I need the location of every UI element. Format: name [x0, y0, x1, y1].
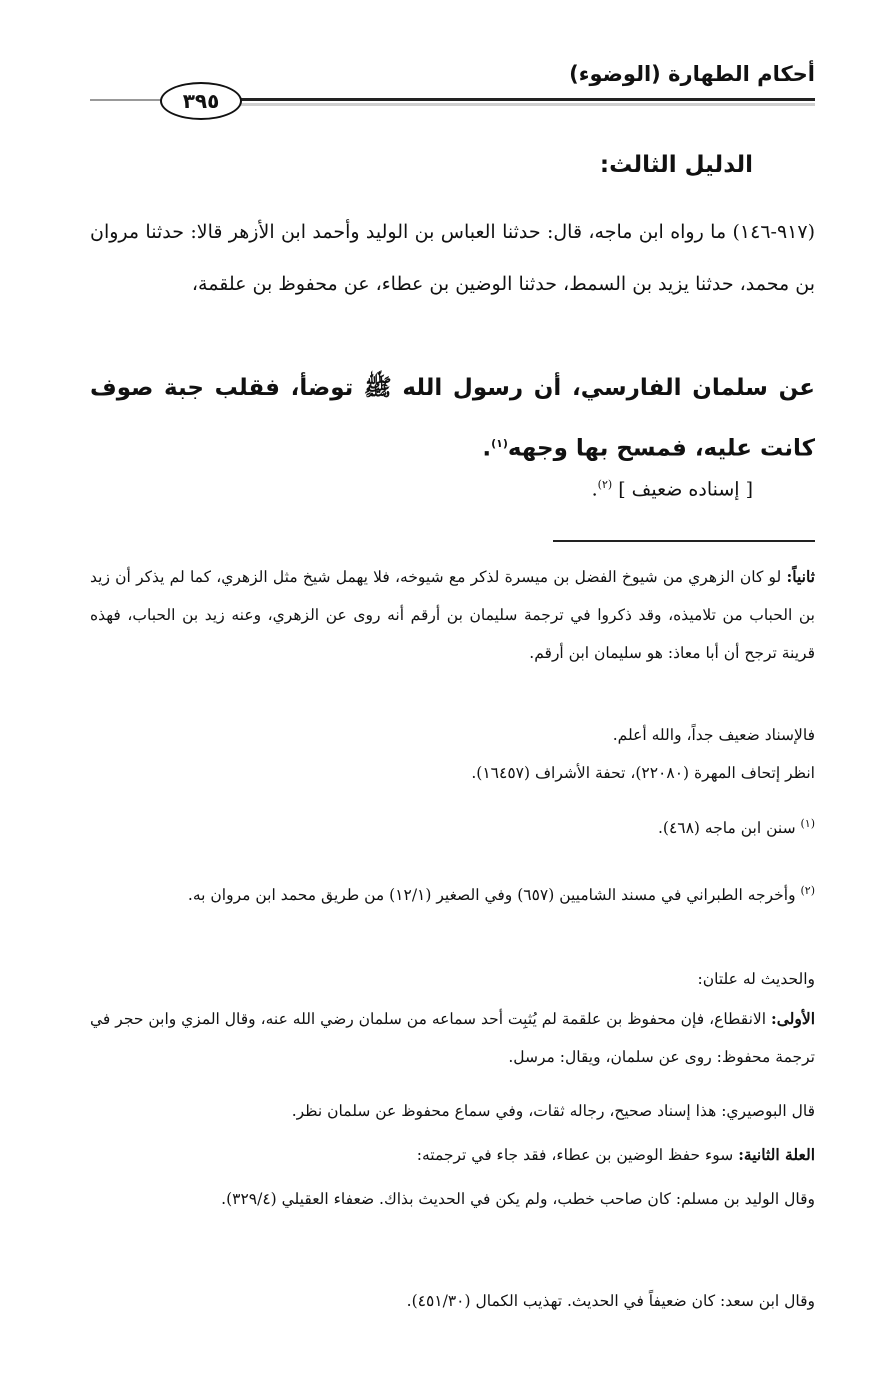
footnote-paragraph-5: [90, 1000, 815, 1076]
page-number: ٣٩٥: [160, 82, 242, 120]
footnote-1: [115, 805, 815, 847]
header-rule-shadow: [230, 103, 815, 106]
footnote-ref-2: (٢): [597, 478, 613, 491]
grade-text: [ إسناده ضعيف ]: [618, 478, 753, 501]
section-heading: الدليل الثالث:: [599, 152, 753, 178]
footnote-paragraph-1: [90, 558, 815, 672]
footnote-paragraph-2: فالإسناد ضعيف جداً، والله أعلم.: [612, 726, 815, 744]
header-rule-left: [90, 99, 165, 101]
hadith-body: عن سلمان الفارسي، أن رسول الله ﷺ توضأ، فقلب جبة صوف كانت عليه، فمسح بها وجهه: [90, 375, 815, 462]
page-header: [90, 56, 815, 116]
hadith-text: [90, 360, 815, 477]
footnote-lead-second-defect: العلة الثانية:: [738, 1145, 815, 1164]
footnote-ref-1: (١): [491, 437, 508, 450]
footnote-divider: [553, 540, 815, 542]
footnote-2-marker: (٢): [800, 884, 815, 897]
footnote-1-text: سنن ابن ماجه (٤٦٨).: [657, 819, 801, 838]
hadith-end: .: [482, 435, 492, 462]
footnote-lead-first: الأولى:: [771, 1009, 815, 1028]
grade-end: .: [591, 478, 598, 501]
footnote-text-7: سوء حفظ الوضين بن عطاء، فقد جاء في ترجمته:: [416, 1146, 739, 1164]
footnote-paragraph-3: انظر إتحاف المهرة (٢٢٠٨٠)، تحفة الأشراف (١٦٤٥٧).: [471, 764, 815, 782]
footnote-2: [90, 872, 815, 914]
footnote-lead-secondly: ثانياً:: [786, 567, 815, 586]
hadith-grade: [113, 478, 753, 500]
header-rule: [230, 98, 815, 101]
book-title: أحكام الطهارة (الوضوء): [569, 62, 815, 86]
isnad-paragraph: (٩١٧-١٤٦) ما رواه ابن ماجه، قال: حدثنا العباس بن الوليد وأحمد ابن الأزهر قالا: حدثنا مروان بن محمد، حدثنا يزيد بن السمط، حدثنا الوضين بن عطاء، عن محفوظ بن علقمة،: [90, 221, 815, 295]
footnote-text-5: الانقطاع، فإن محفوظ بن علقمة لم يُثبِت أحد سماعه من سلمان رضي الله عنه، وقال المزي وابن حجر في ترجمة محفوظ: روى عن سلمان، ويقال: مرسل.: [90, 1010, 815, 1066]
footnote-paragraph-4: والحديث له علتان:: [697, 970, 815, 988]
footnote-1-marker: (١): [800, 817, 815, 830]
footnote-2-text: وأخرجه الطبراني في مسند الشاميين (٦٥٧) وفي الصغير (١٢/١) من طريق محمد ابن مروان به.: [187, 886, 801, 905]
footnote-paragraph-8: وقال الوليد بن مسلم: كان صاحب خطب، ولم يكن في الحديث بذاك. ضعفاء العقيلي (٣٢٩/٤).: [221, 1190, 815, 1208]
footnote-paragraph-6: قال البوصيري: هذا إسناد صحيح، رجاله ثقات، وفي سماع محفوظ عن سلمان نظر.: [291, 1102, 815, 1120]
footnote-paragraph-9: وقال ابن سعد: كان ضعيفاً في الحديث. تهذيب الكمال (٤٥١/٣٠).: [406, 1292, 815, 1310]
footnote-text-1: لو كان الزهري من شيوخ الفضل بن ميسرة لذكر مع شيوخه، فلا يهمل شيخ مثل الزهري، كما لم يذكر أن زيد بن الحباب من تلاميذه، وقد ذكروا في ترجمة سليمان بن أرقم أنه روى عن الزهري، وعنه زيد بن الحباب، فهذه قرينة ترجح أن أبا معاذ: هو سليمان ابن أرقم.: [90, 568, 815, 662]
footnote-paragraph-7: [115, 1136, 815, 1174]
